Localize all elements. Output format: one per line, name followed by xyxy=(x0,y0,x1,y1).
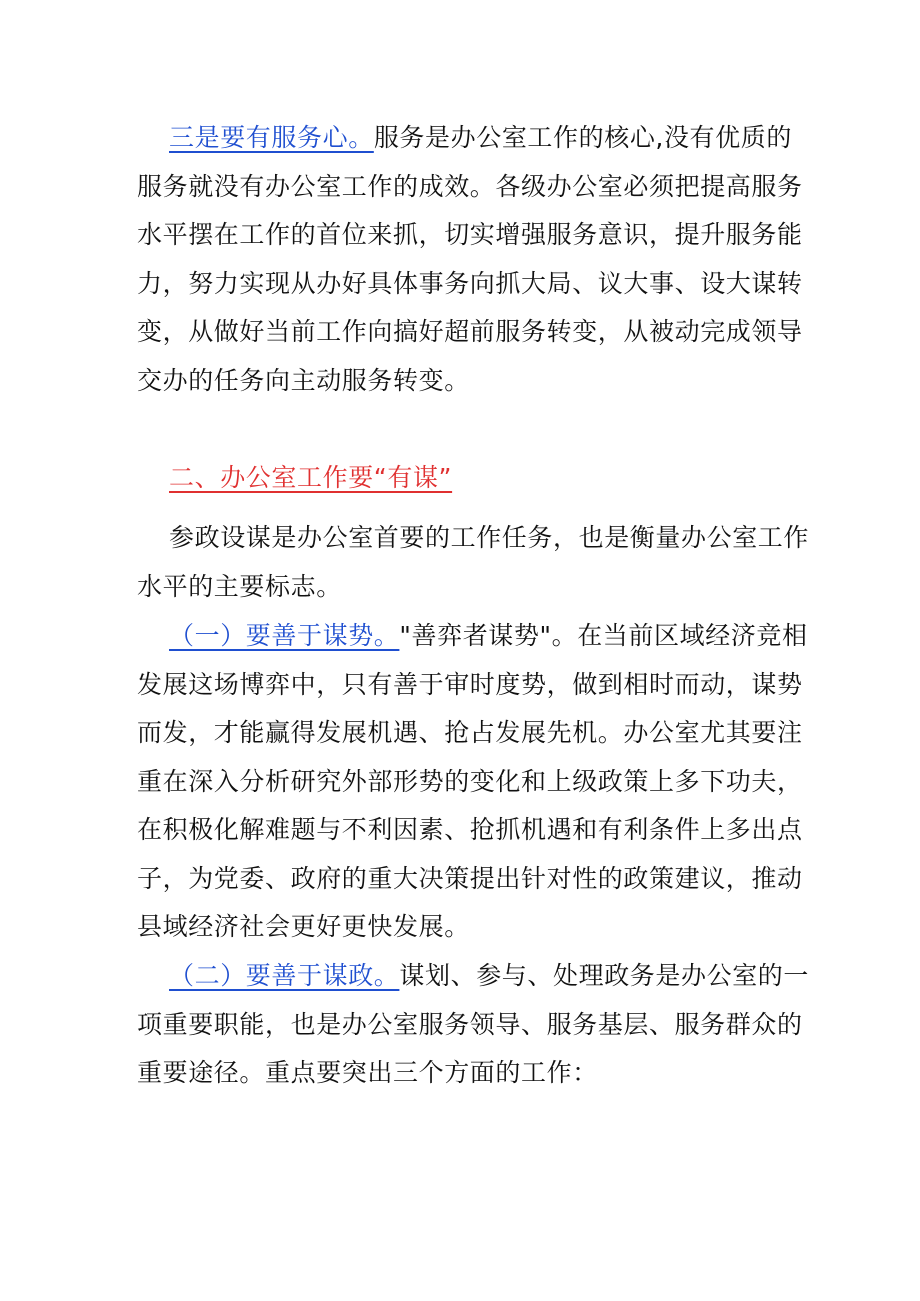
paragraph-item-two xyxy=(137,952,813,1098)
paragraph-item-one xyxy=(137,612,813,952)
section-heading-two: 二、办公室工作要“有谋” xyxy=(169,463,453,492)
item-one-lead: （一）要善于谋势。 xyxy=(169,621,400,650)
item-two-body: 谋划、参与、处理政务是办公室的一项重要职能，也是办公室服务领导、服务基层、服务群众的重要途径。重点要突出三个方面的工作： xyxy=(137,961,810,1087)
item-two-lead: （二）要善于谋政。 xyxy=(169,961,400,990)
item-one-body: "善弈者谋势"。在当前区域经济竞相发展这场博弈中，只有善于审时度势，做到相时而动，谋势而发，才能赢得发展机遇、抢占发展先机。办公室尤其要注重在深入分析研究外部形势的变化和上级政策上多下功夫，在积极化解难题与不利因素、抢抓机遇和有利条件上多出点子，为党委、政府的重大决策提出针对性的政策建议，推动县域经济社会更好更快发展。 xyxy=(137,621,808,941)
section-three-body: 服务是办公室工作的核心,没有优质的服务就没有办公室工作的成效。各级办公室必须把提高服务水平摆在工作的首位来抓，切实增强服务意识，提升服务能力，努力实现从办好具体事务向抓大局、议大事、设大谋转变，从做好当前工作向搞好超前服务转变，从被动完成领导交办的任务向主动服务转变。 xyxy=(137,123,803,395)
section-three-lead: 三是要有服务心。 xyxy=(169,123,374,152)
paragraph-service xyxy=(137,114,813,405)
paragraph-intro: 参政设谋是办公室首要的工作任务，也是衡量办公室工作水平的主要标志。 xyxy=(137,523,810,601)
